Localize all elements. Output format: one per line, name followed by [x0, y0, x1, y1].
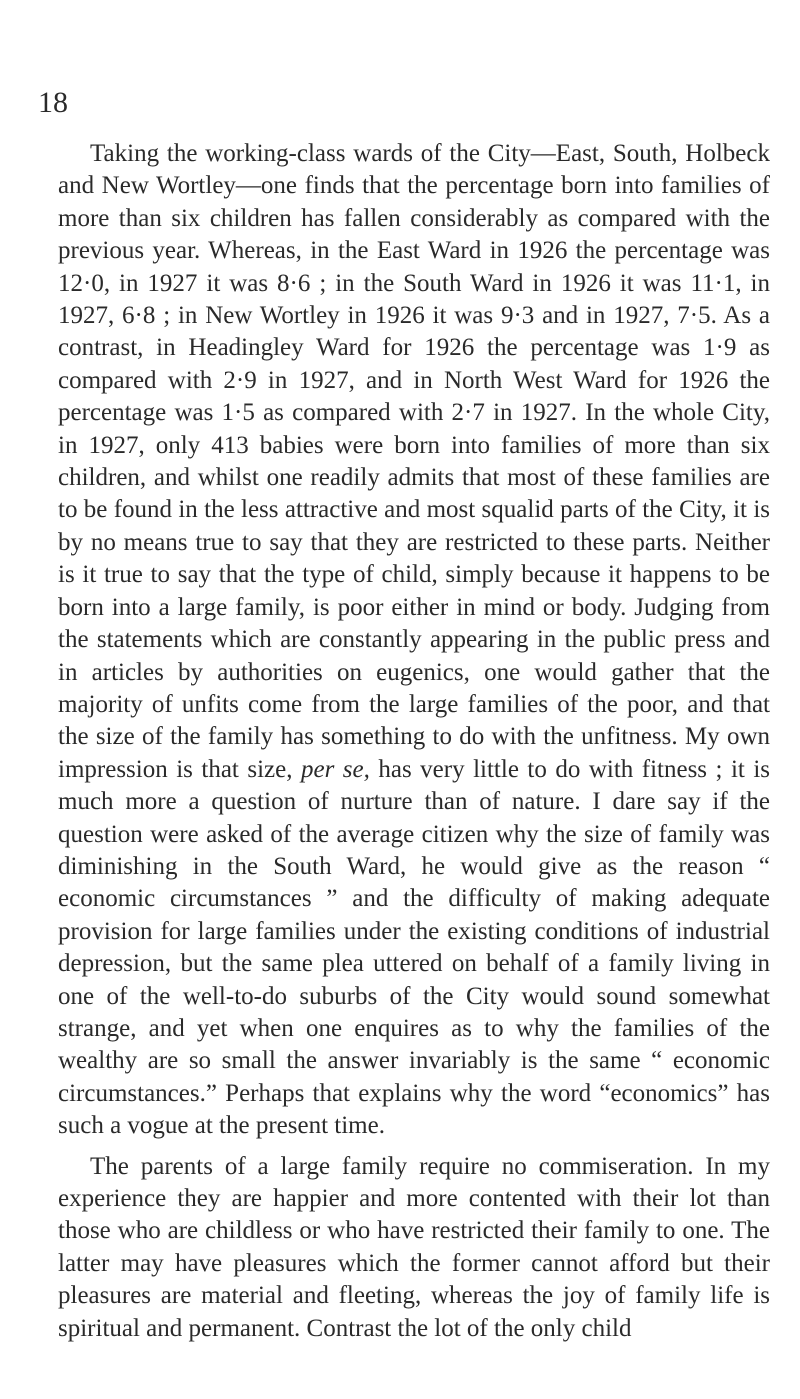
page-number: 18: [38, 86, 68, 119]
paragraph-2: The parents of a large family require no commiseration. In my experience they are happier and more contented with their lot than those who are childless or who have restricted their family to one. The latter may have pleasures which the former cannot afford but their pleasures are material and fleeting, whereas the joy of family life is spiritual and permanent. Contrast the lot of the only child: [58, 1152, 770, 1342]
italic-phrase: per se,: [300, 755, 370, 783]
paragraph-1: [58, 138, 770, 1143]
body-text: [58, 138, 770, 1345]
paragraph-1-text-a: Taking the working-class wards of the City—East, South, Holbeck and New Wortley—one finds that the percentage born into families of more than six children has fallen considerably as compared with the previous year. Whereas, in the East Ward in 1926 the percentage was 12·0, in 1927 it was 8·6 ; in the South Ward in 1926 it was 11·1, in 1927, 6·8 ; in New Wortley in 1926 it was 9·3 and in 1927, 7·5. As a contrast, in Headingley Ward for 1926 the percentage was 1·9 as compared with 2·9 in 1927, and in North West Ward for 1926 the percentage was 1·5 as compared with 2·7 in 1927. In the whole City, in 1927, only 413 babies were born into families of more than six children, and whilst one readily admits that most of these families are to be found in the less attractive and most squalid parts of the City, it is by no means true to say that they are restricted to these parts. Neither is it true to say that the type of child, simply because it happens to be born into a large family, is poor either in mind or body. Judging from the statements which are constantly appearing in the public press and in articles by authorities on eugenics, one would gather that the majority of unfits come from the large families of the poor, and that the size of the family has something to do with the unfitness. My own impression is that size,: [58, 140, 770, 783]
paragraph-1-text-b: has very little to do with fitness ; it is much more a question of nurture than of nature. I dare say if the question were asked of the average citizen why the size of family was diminishing in the South Ward, he would give as the reason “ economic circumstances ” and the difficulty of making adequate provision for large families under the existing conditions of industrial depression, but the same plea uttered on behalf of a family living in one of the well-to-do suburbs of the City would sound somewhat strange, and yet when one enquires as to why the families of the wealthy are so small the answer invariably is the same “ economic circumstances.” Perhaps that explains why the word “economics” has such a vogue at the present time.: [58, 755, 771, 1140]
